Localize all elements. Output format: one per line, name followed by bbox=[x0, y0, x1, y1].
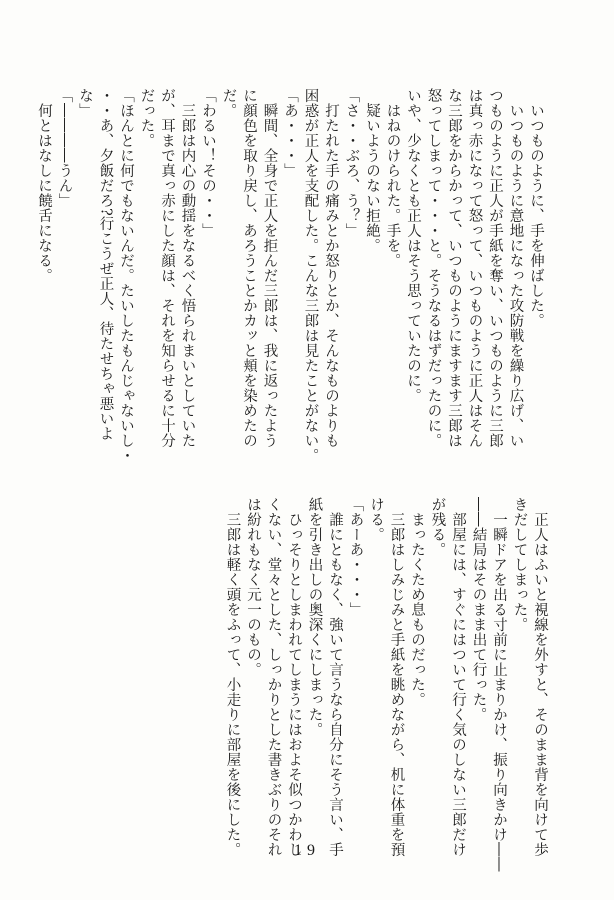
text-line: 怒ってしまって・・・と。そうなるはずだったのに。 bbox=[425, 88, 442, 448]
page-number: 19 bbox=[294, 842, 320, 859]
text-line: 瞬間、全身で正人を拒んだ三郎は、我に返ったよう bbox=[261, 88, 278, 448]
text-line: が残る。 bbox=[429, 497, 446, 557]
text-line: だ。 bbox=[220, 88, 237, 118]
text-line: ける。 bbox=[368, 497, 384, 542]
text-line: 何とはなしに饒舌になる。 bbox=[36, 88, 52, 283]
text-line: ・・あ、夕飯だろ?行こうぜ正人、待たせちゃ悪いよ bbox=[97, 88, 114, 442]
text-column-top bbox=[36, 88, 546, 463]
text-line: 困惑が正人を支配した。こんな三郎は見たことがない。 bbox=[302, 88, 319, 463]
text-line: 「さ・・ぶろ、う？」 bbox=[343, 88, 360, 238]
text-line: が、耳まで真っ赤にした顔は、それを知らせるに十分 bbox=[159, 88, 175, 448]
text-line: いつものように、手を伸ばした。 bbox=[528, 88, 544, 328]
text-line: 誰にともなく、強いて言うなら自分にそう言い、手 bbox=[327, 497, 343, 857]
text-line: 疑いようのない拒絶。 bbox=[364, 88, 380, 253]
text-line: 「わるい！その・・」 bbox=[200, 88, 216, 238]
text-line: 「あ・・・」 bbox=[282, 88, 298, 178]
text-line: だった。 bbox=[138, 88, 155, 148]
text-line: 紙を引き出しの奥深くにしまった。 bbox=[306, 497, 323, 737]
text-line: は真っ赤になって怒って、いつものように正人はそん bbox=[466, 88, 483, 448]
text-line: ひっそりとしまわれてしまうにはおよそ似つかわし bbox=[286, 497, 302, 857]
text-line: 三郎は内心の動揺をなるべく悟られまいとしていた bbox=[179, 88, 196, 448]
text-line: いつものように意地になった攻防戦を繰り広げ、い bbox=[507, 88, 524, 448]
text-line: 三郎はしみじみと手紙を眺めながら、机に体重を預 bbox=[388, 497, 405, 857]
text-line: ――結局はそのまま出て行った。 bbox=[470, 497, 487, 722]
text-line: 「ほんとに何でもないんだ。たいしたもんじゃないし・ bbox=[118, 88, 134, 463]
text-line: まったくため息ものだった。 bbox=[409, 497, 425, 707]
text-line: いや、少なくとも正人はそう思っていたのに。 bbox=[405, 88, 421, 403]
text-line: 部屋には、すぐにはついて行く気のしない三郎だけ bbox=[450, 497, 466, 857]
text-line: 「――――うん」 bbox=[56, 88, 73, 208]
text-line: は紛れもなく元一のもの。 bbox=[245, 497, 261, 677]
text-line: 「あーあ・・・」 bbox=[347, 497, 364, 617]
text-line: はねのけられた。手を。 bbox=[384, 88, 401, 268]
text-line: な」 bbox=[77, 88, 93, 118]
text-line: 打たれた手の痛みとか怒りとか、そんなものよりも bbox=[323, 88, 339, 448]
text-line: つものように正人が手紙を奪い、いつものように三郎 bbox=[487, 88, 503, 448]
text-line: くない、堂々とした、しっかりとした書きぶりのそれ bbox=[265, 497, 282, 857]
text-line: 正人はふいと視線を外すと、そのまま背を向けて歩 bbox=[532, 497, 548, 857]
text-line: に顔色を取り戻し、あろうことかカッと頬を染めたの bbox=[241, 88, 257, 448]
text-line: きだしてしまった。 bbox=[511, 497, 528, 632]
text-line: な三郎をからかって、いつものようにますます三郎は bbox=[446, 88, 462, 448]
text-line: 三郎は軽く頭をふって、小走りに部屋を後にした。 bbox=[224, 497, 241, 857]
text-line: 一瞬ドアを出る寸前に止まりかけ、振り向きかけ―― bbox=[491, 497, 507, 872]
